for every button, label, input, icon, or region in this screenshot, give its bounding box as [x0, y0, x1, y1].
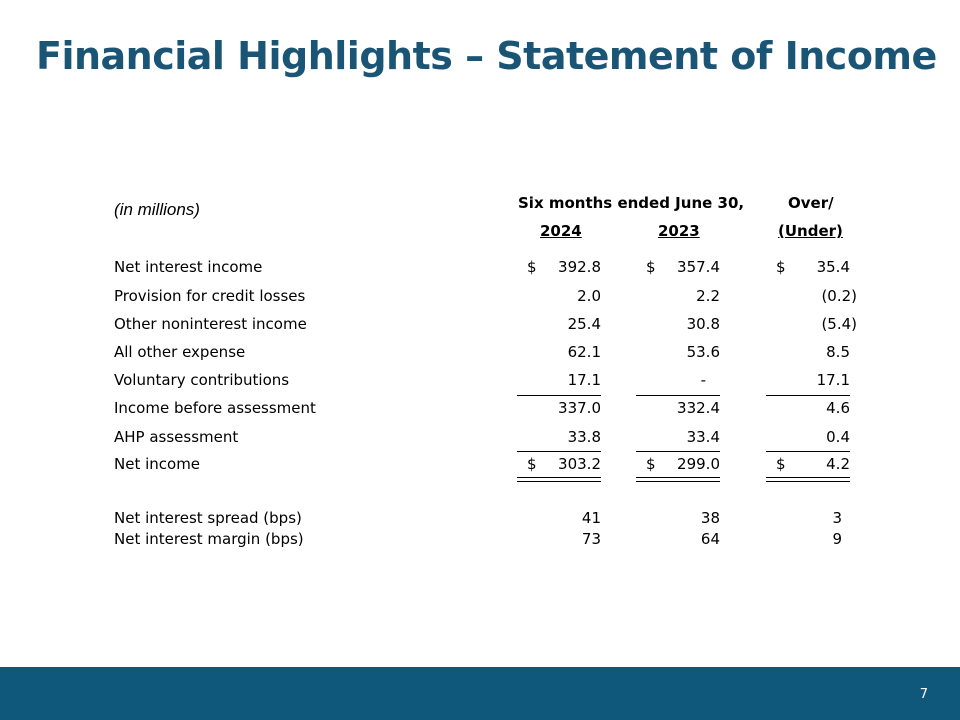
metric-label: Net interest spread (bps)	[114, 509, 302, 527]
metric-row	[0, 530, 960, 552]
table-row	[0, 428, 960, 450]
metric-label: Net interest margin (bps)	[114, 530, 304, 548]
value-2024: 73	[581, 530, 601, 548]
units-label: (in millions)	[114, 200, 200, 219]
value-2024: 41	[581, 509, 601, 527]
value-2024: 17.1	[567, 371, 601, 389]
table-row	[0, 315, 960, 337]
value-2023: 38	[700, 509, 720, 527]
subtotal-underline	[517, 451, 601, 452]
col-header-2023: 2023	[658, 222, 700, 240]
value-diff: (5.4)	[821, 315, 857, 333]
value-diff: 4.6	[826, 399, 850, 417]
table-row	[0, 343, 960, 365]
value-2024: 303.2	[558, 455, 601, 473]
value-2024: 62.1	[567, 343, 601, 361]
row-label: Provision for credit losses	[114, 287, 306, 305]
table-row	[0, 399, 960, 421]
row-label: Net interest income	[114, 258, 263, 276]
diff-header-over: Over/	[788, 194, 834, 212]
value-2023: 33.4	[686, 428, 720, 446]
diff-header-under: (Under)	[778, 222, 843, 240]
subtotal-underline	[766, 395, 850, 396]
table-row	[0, 371, 960, 393]
value-2024: 25.4	[567, 315, 601, 333]
value-2024: 33.8	[567, 428, 601, 446]
page-title: Financial Highlights – Statement of Income	[36, 34, 937, 78]
total-double-underline	[766, 477, 850, 482]
value-2023: 53.6	[686, 343, 720, 361]
value-2024: 337.0	[558, 399, 601, 417]
row-label: Voluntary contributions	[114, 371, 290, 389]
value-diff: 8.5	[826, 343, 850, 361]
value-diff: 35.4	[816, 258, 850, 276]
page-number: 7	[919, 687, 928, 702]
currency-symbol: $	[527, 258, 537, 276]
value-2023: 30.8	[686, 315, 720, 333]
subtotal-underline	[766, 451, 850, 452]
value-2023: 357.4	[677, 258, 720, 276]
currency-symbol: $	[776, 258, 786, 276]
value-diff: 17.1	[816, 371, 850, 389]
value-diff: 9	[832, 530, 842, 548]
value-diff: 3	[832, 509, 842, 527]
value-2024: 2.0	[577, 287, 601, 305]
total-double-underline	[517, 477, 601, 482]
table-row	[0, 258, 960, 280]
value-diff: (0.2)	[821, 287, 857, 305]
total-double-underline	[636, 477, 720, 482]
subtotal-underline	[517, 395, 601, 396]
table-row	[0, 287, 960, 309]
value-2023: -	[700, 371, 706, 389]
footer-bar	[0, 667, 960, 720]
currency-symbol: $	[646, 258, 656, 276]
period-header: Six months ended June 30,	[518, 194, 745, 212]
row-label: All other expense	[114, 343, 246, 361]
currency-symbol: $	[776, 455, 786, 473]
metric-row	[0, 509, 960, 531]
value-2023: 299.0	[677, 455, 720, 473]
currency-symbol: $	[527, 455, 537, 473]
row-label: Other noninterest income	[114, 315, 307, 333]
value-2023: 64	[700, 530, 720, 548]
row-label: Net income	[114, 455, 201, 473]
row-label: AHP assessment	[114, 428, 239, 446]
row-label: Income before assessment	[114, 399, 316, 417]
value-2023: 2.2	[696, 287, 720, 305]
subtotal-underline	[636, 395, 720, 396]
value-diff: 0.4	[826, 428, 850, 446]
table-row	[0, 455, 960, 477]
col-header-2024: 2024	[540, 222, 582, 240]
value-2023: 332.4	[677, 399, 720, 417]
currency-symbol: $	[646, 455, 656, 473]
value-diff: 4.2	[826, 455, 850, 473]
subtotal-underline	[636, 451, 720, 452]
value-2024: 392.8	[558, 258, 601, 276]
